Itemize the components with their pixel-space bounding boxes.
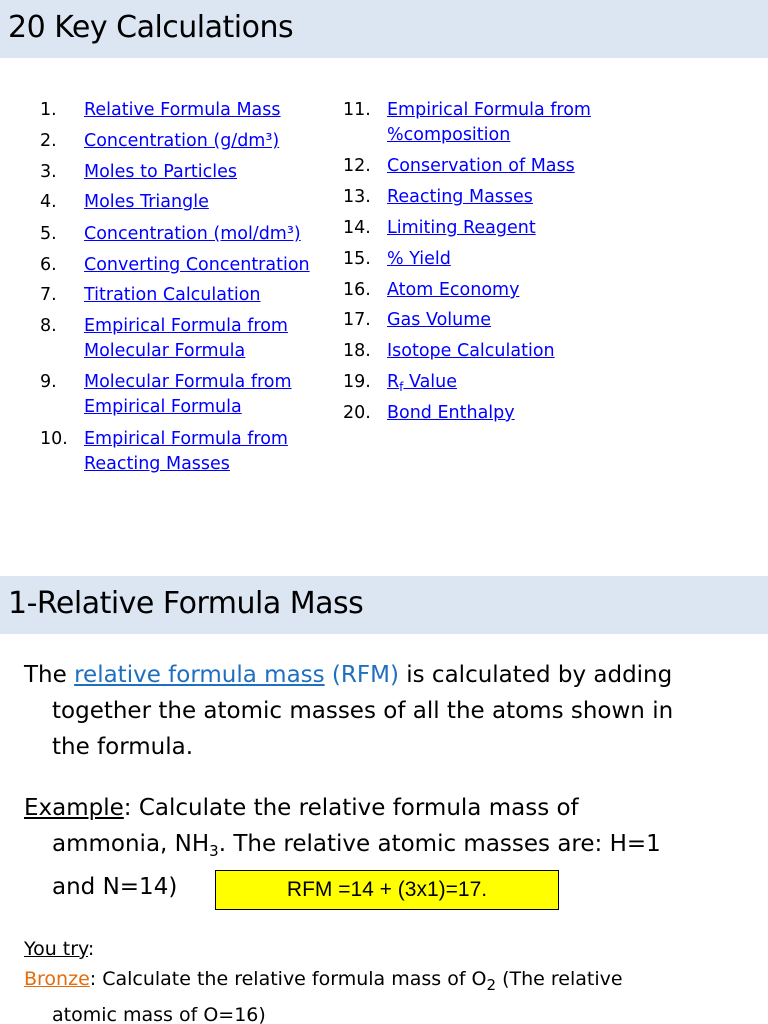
you-try-line <box>24 934 744 964</box>
example-line-3: and N=14) <box>52 874 178 900</box>
toc-item <box>343 308 491 333</box>
toc-link[interactable]: $R_f$ Value <box>387 372 458 394</box>
toc-item <box>343 185 533 210</box>
toc-link[interactable]: Bond Enthalpy <box>387 403 515 423</box>
toc-link[interactable]: Concentration (mol/dm³) <box>84 224 301 244</box>
you-try-section <box>24 934 744 1024</box>
rfm-abbr: (RFM) <box>324 662 399 688</box>
toc-item <box>343 370 457 400</box>
toc-link-group <box>84 129 279 154</box>
toc-link[interactable]: Empirical Formula <box>84 397 242 417</box>
toc-link[interactable]: % Yield <box>387 249 451 269</box>
intro-line-3: the formula. <box>52 734 194 760</box>
toc-link[interactable]: Atom Economy <box>387 280 520 300</box>
toc-link-group <box>84 253 310 278</box>
toc-item <box>40 190 209 215</box>
toc-link[interactable]: Isotope Calculation <box>387 341 555 361</box>
toc-link[interactable]: Conservation of Mass <box>387 156 575 176</box>
toc-link-group <box>84 190 209 215</box>
toc-item-number: 8. <box>40 316 57 336</box>
toc-item <box>343 98 591 148</box>
toc-item-number: 7. <box>40 285 57 305</box>
toc-item-number: 5. <box>40 224 57 244</box>
toc-item-number: 15. <box>343 249 371 269</box>
toc-link-group <box>387 401 515 426</box>
example-label: Example <box>24 795 124 821</box>
toc-link-group <box>387 278 519 303</box>
toc-link-group <box>387 308 491 333</box>
toc-item-number: 14. <box>343 218 371 238</box>
toc-item-number: 20. <box>343 403 371 423</box>
toc-link[interactable]: Gas Volume <box>387 310 492 330</box>
toc-item <box>40 160 237 185</box>
toc-item-number: 2. <box>40 131 57 151</box>
toc-link[interactable]: Moles Triangle <box>84 192 209 212</box>
section-title: 1-Relative Formula Mass <box>8 586 364 621</box>
toc-item <box>40 314 288 364</box>
toc-item <box>40 98 281 123</box>
toc-link-group <box>387 185 533 210</box>
toc-link[interactable]: Converting Concentration <box>84 255 310 275</box>
intro-line-2: together the atomic masses of all the atoms shown in <box>52 698 674 724</box>
toc-item <box>343 216 536 241</box>
toc-item-number: 9. <box>40 372 57 392</box>
toc-item-number: 10. <box>40 429 68 449</box>
section-header <box>0 0 768 58</box>
toc-link-group <box>84 370 292 420</box>
toc-item <box>40 427 288 477</box>
you-try-label: You try <box>24 938 88 960</box>
toc-item <box>40 283 261 308</box>
toc-link[interactable]: Reacting Masses <box>84 454 230 474</box>
toc-item <box>40 370 292 420</box>
toc-item-number: 4. <box>40 192 57 212</box>
toc-link[interactable]: Empirical Formula from <box>84 429 288 449</box>
toc-link[interactable]: Empirical Formula from <box>84 316 288 336</box>
toc-item-number: 13. <box>343 187 371 207</box>
toc-link[interactable]: Molecular Formula from <box>84 372 292 392</box>
bronze-line-2: atomic mass of O=16) <box>52 1004 266 1024</box>
intro-prefix: The <box>24 662 75 688</box>
rfm-link[interactable]: relative formula mass <box>74 662 325 688</box>
toc-link-group <box>387 370 457 400</box>
toc-item-number: 17. <box>343 310 371 330</box>
toc-item <box>343 154 575 179</box>
toc-item <box>40 222 301 247</box>
toc-item <box>40 253 310 278</box>
toc-link[interactable]: Concentration (g/dm³) <box>84 131 280 151</box>
toc-link-group <box>84 427 288 477</box>
intro-line-1 <box>24 657 744 693</box>
example-masses: . The relative atomic masses are: H=1 <box>218 831 661 857</box>
bronze-line-1 <box>24 964 744 1000</box>
toc-link-group <box>84 314 288 364</box>
toc-item-number: 16. <box>343 280 371 300</box>
toc-item-number: 6. <box>40 255 57 275</box>
toc-link-group <box>84 160 237 185</box>
toc-item-number: 18. <box>343 341 371 361</box>
section-header <box>0 576 768 634</box>
toc-item-number: 11. <box>343 100 371 120</box>
page-title: 20 Key Calculations <box>8 10 294 45</box>
toc-link[interactable]: Empirical Formula from <box>387 100 591 120</box>
toc-link[interactable]: Limiting Reagent <box>387 218 536 238</box>
you-try-colon: : <box>87 938 95 960</box>
toc-link[interactable]: Molecular Formula <box>84 341 246 361</box>
bronze-text: : Calculate the relative formula mass of O <box>89 968 487 990</box>
example-ammonia: ammonia, NH <box>52 831 210 857</box>
toc-item <box>343 339 555 364</box>
toc-link-group <box>387 247 451 272</box>
example-line-2 <box>24 826 744 869</box>
toc-link-group <box>387 98 591 148</box>
toc-item-number: 1. <box>40 100 57 120</box>
bronze-label: Bronze <box>24 968 90 990</box>
toc-link-group <box>84 222 301 247</box>
intro-rest: is calculated by adding <box>398 662 673 688</box>
toc-link-group <box>387 339 555 364</box>
toc-link[interactable]: Moles to Particles <box>84 162 238 182</box>
toc-item <box>343 401 515 426</box>
toc-item-number: 3. <box>40 162 57 182</box>
answer-box: RFM =14 + (3x1)=17. <box>215 870 559 910</box>
intro-paragraph <box>24 657 744 765</box>
toc-item-number: 12. <box>343 156 371 176</box>
example-text: : Calculate the relative formula mass of <box>123 795 579 821</box>
toc-link-group <box>84 283 261 308</box>
bronze-text-end: (The relative <box>496 968 623 990</box>
toc-link[interactable]: %composition <box>387 125 511 145</box>
toc-link-group <box>387 154 575 179</box>
toc-item-number: 19. <box>343 372 371 392</box>
toc-link-group <box>387 216 536 241</box>
toc-link[interactable]: Reacting Masses <box>387 187 533 207</box>
toc-link[interactable]: Relative Formula Mass <box>84 100 281 120</box>
toc-item <box>343 247 451 272</box>
toc-item <box>40 129 279 154</box>
toc-link[interactable]: Titration Calculation <box>84 285 261 305</box>
toc-link-group <box>84 98 281 123</box>
subscript: 3 <box>209 842 219 860</box>
subscript: 2 <box>486 976 497 994</box>
toc-item <box>343 278 519 303</box>
example-line-1 <box>24 790 744 826</box>
